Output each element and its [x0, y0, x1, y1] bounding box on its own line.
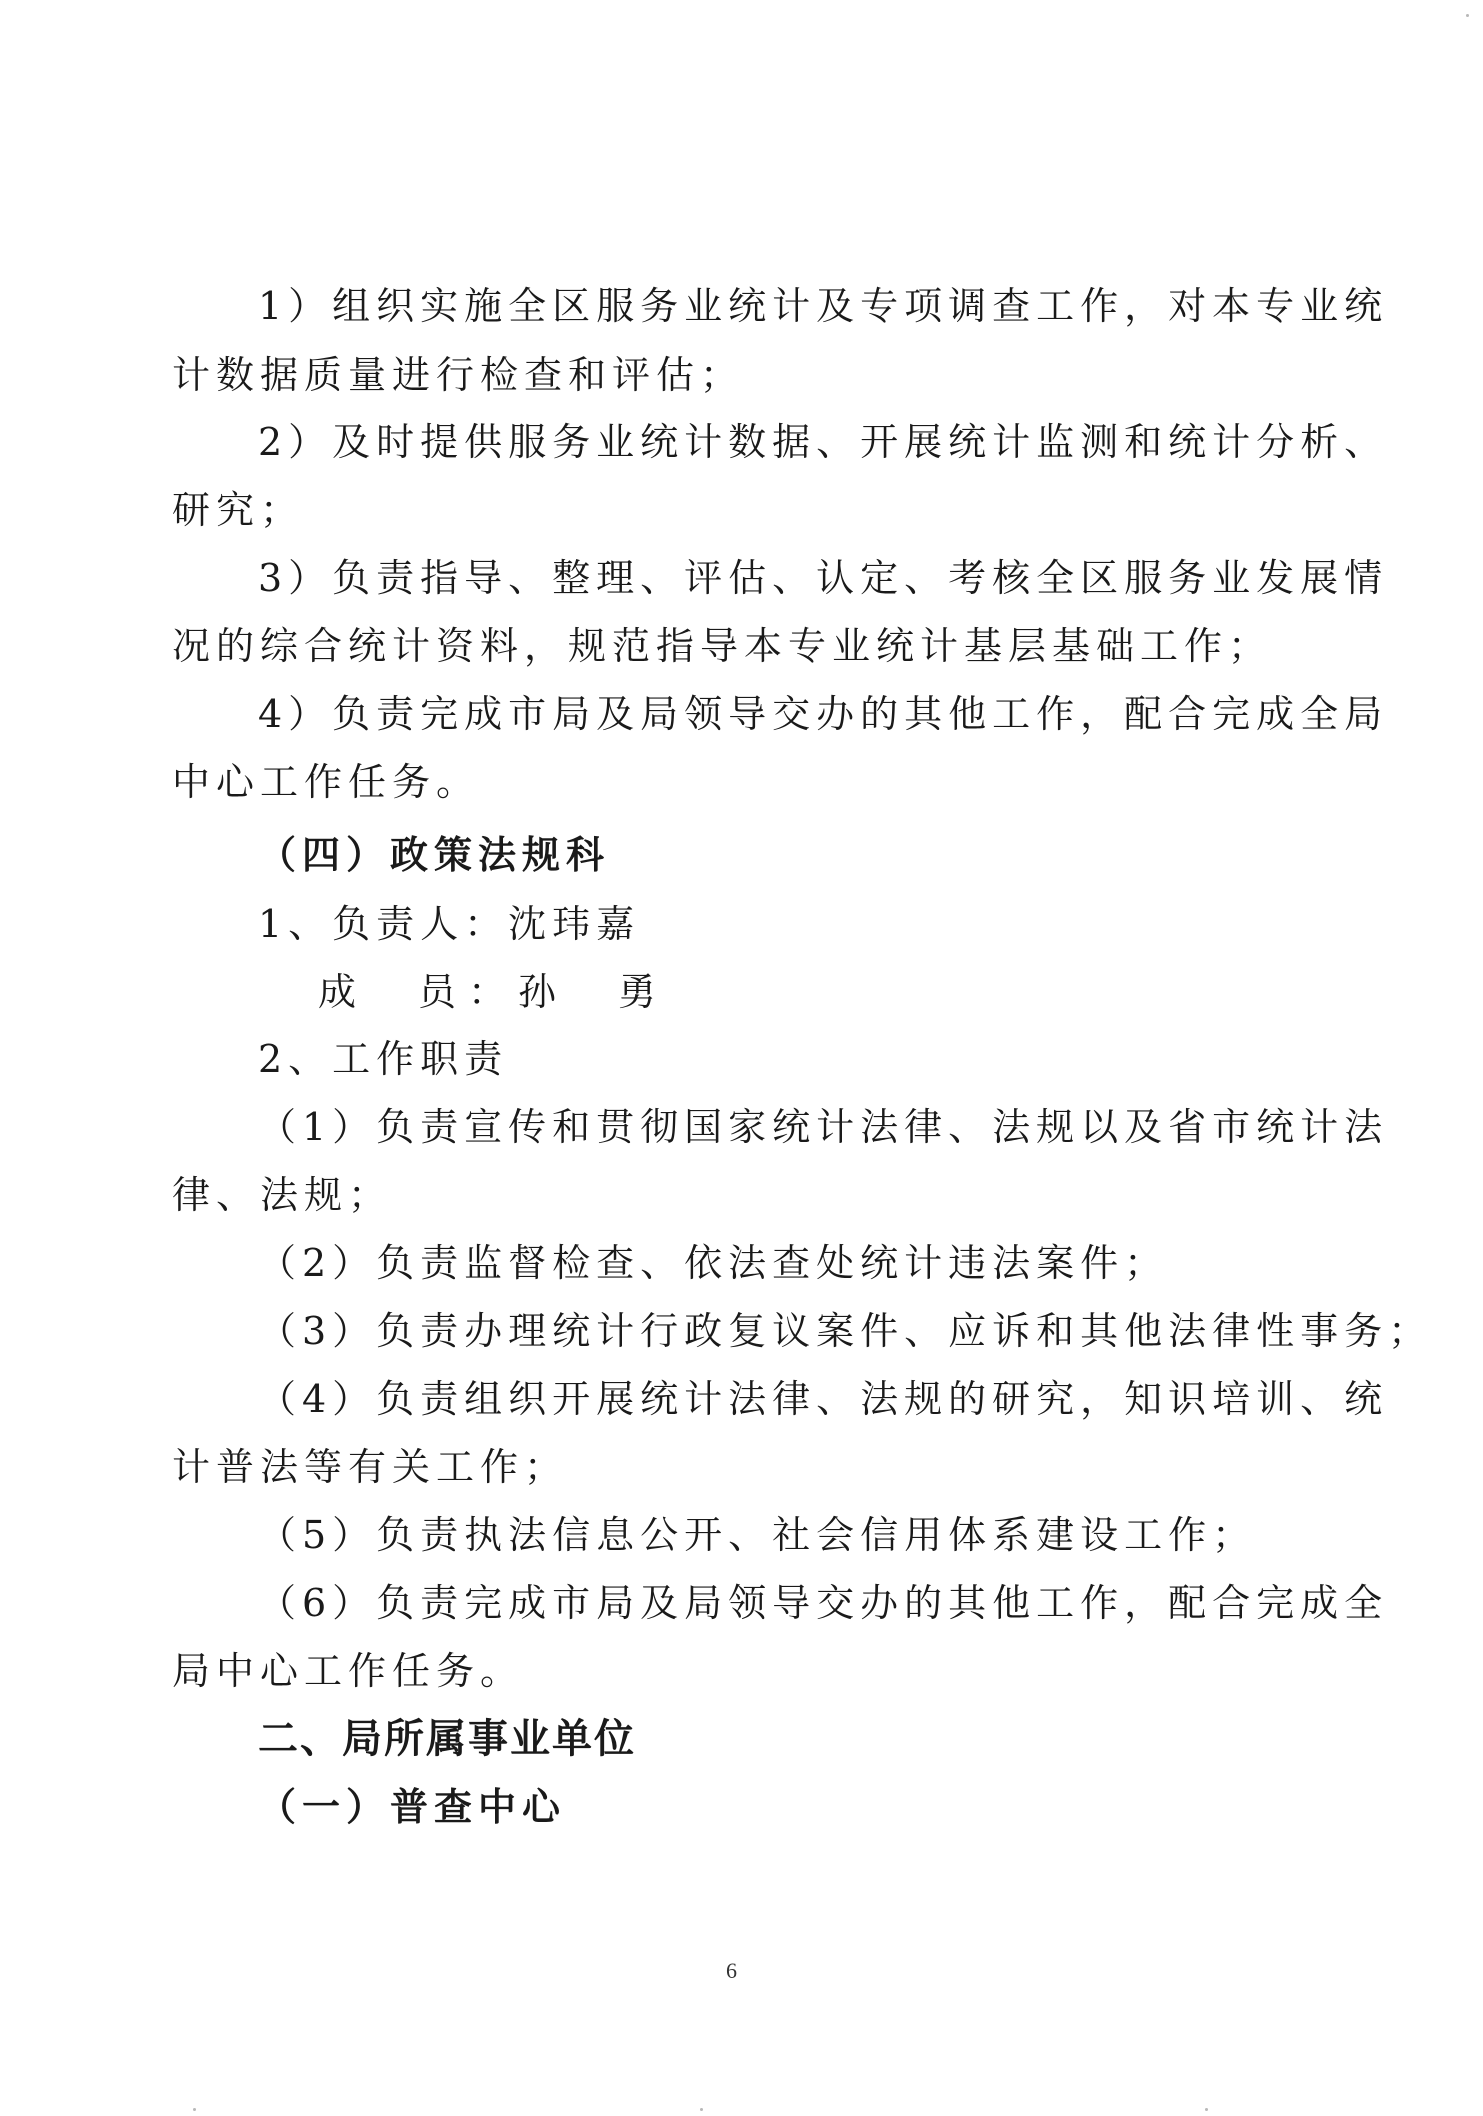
paragraph-line: （4）负责组织开展统计法律、法规的研究，知识培训、统	[258, 1377, 1389, 1421]
paragraph-line: 2）及时提供服务业统计数据、开展统计监测和统计分析、	[258, 420, 1389, 464]
paragraph-line: 局中心工作任务。	[172, 1649, 525, 1693]
section-heading: （四）政策法规科	[258, 833, 611, 877]
paragraph-line: 计普法等有关工作；	[172, 1445, 569, 1489]
paragraph-line: （3）负责办理统计行政复议案件、应诉和其他法律性事务；	[258, 1309, 1433, 1353]
scan-speck	[193, 2108, 196, 2111]
paragraph-line: （6）负责完成市局及局领导交办的其他工作，配合完成全	[258, 1581, 1389, 1625]
paragraph-line: 4）负责完成市局及局领导交办的其他工作，配合完成全局	[258, 692, 1389, 736]
paragraph-line: 况的综合统计资料，规范指导本专业统计基层基础工作；	[172, 624, 1273, 668]
paragraph-line: （1）负责宣传和贯彻国家统计法律、法规以及省市统计法	[258, 1105, 1389, 1149]
paragraph-line: 研究；	[172, 488, 305, 532]
scan-speck	[700, 2108, 703, 2111]
chapter-heading: 二、局所属事业单位	[258, 1716, 636, 1762]
scan-speck	[1205, 2108, 1208, 2111]
paragraph-line: 3）负责指导、整理、评估、认定、考核全区服务业发展情	[258, 556, 1389, 600]
paragraph-line: （2）负责监督检查、依法查处统计违法案件；	[258, 1241, 1169, 1285]
duties-heading: 2、工作职责	[258, 1037, 509, 1081]
paragraph-line: （5）负责执法信息公开、社会信用体系建设工作；	[258, 1513, 1257, 1557]
scan-speck	[1466, 14, 1469, 17]
responsible-person: 1、负责人：沈玮嘉	[258, 902, 641, 946]
section-heading: （一）普查中心	[258, 1785, 567, 1829]
team-member: 成 员：孙 勇	[318, 970, 669, 1014]
paragraph-line: 中心工作任务。	[172, 760, 481, 804]
paragraph-line: 1）组织实施全区服务业统计及专项调查工作，对本专业统	[258, 284, 1389, 328]
page-number: 6	[726, 1958, 737, 1983]
paragraph-line: 计数据质量进行检查和评估；	[172, 353, 745, 397]
paragraph-line: 律、法规；	[172, 1173, 393, 1217]
